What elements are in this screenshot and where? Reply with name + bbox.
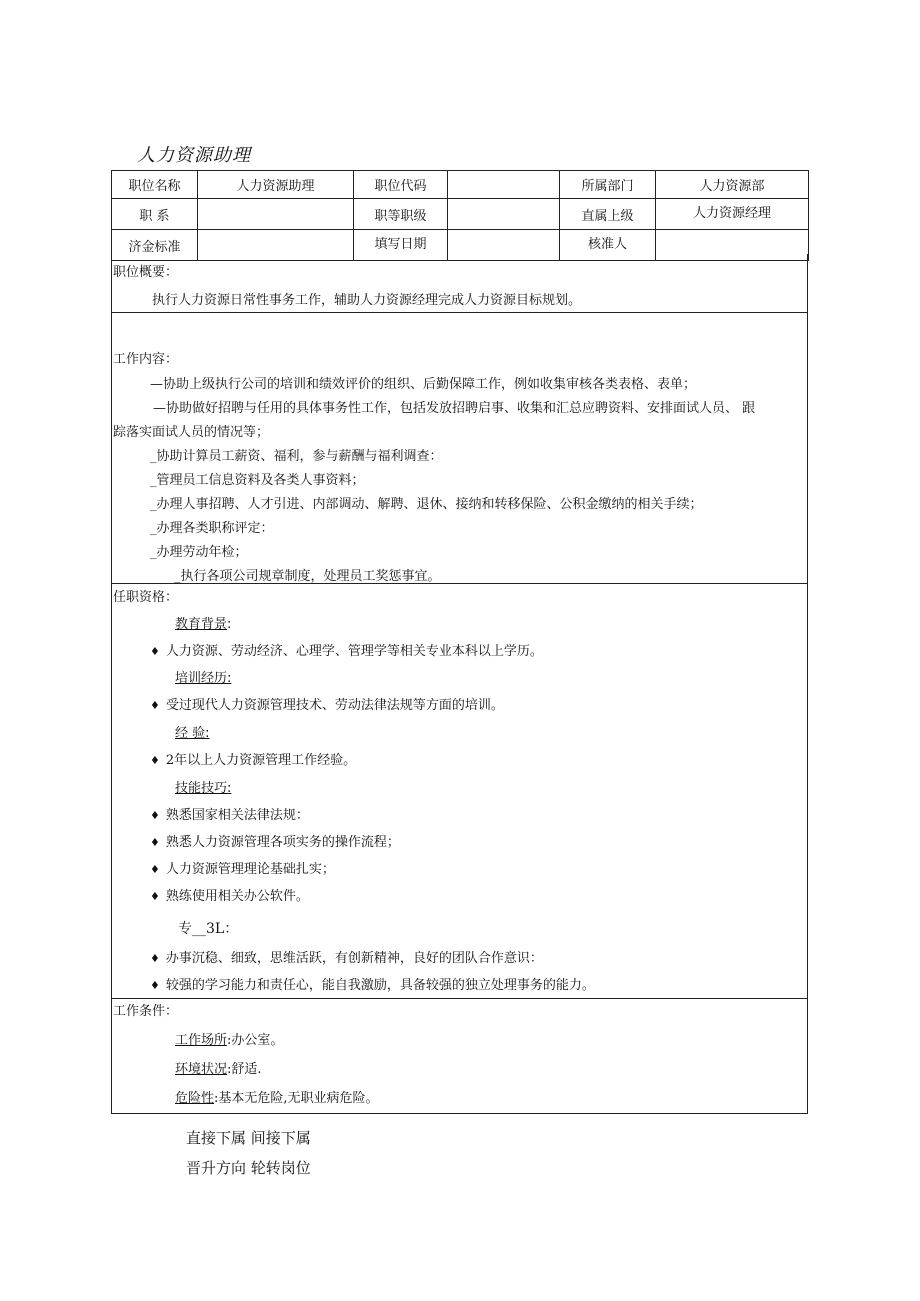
value-direct-superior: 人力资源经理 [656, 199, 809, 230]
work-item: _管理员工信息资料及各类人事资料； [150, 473, 365, 488]
education-item-text: 人力资源、劳动经济、心理学、管理学等相关专业本科以上学历。 [165, 644, 543, 659]
bullet-icon: ♦ [150, 645, 160, 658]
value-job-series [198, 199, 354, 230]
skills-item-text: 熟悉国家相关法律法规： [165, 808, 309, 823]
bullet-icon: ♦ [150, 754, 160, 767]
training-item-text: 受过现代人力资源管理技术、劳动法律法规等方面的培训。 [165, 698, 504, 713]
work-item: 踪落实面试人员的情况等； [113, 425, 270, 440]
header-row [112, 199, 809, 230]
label-grade-level: 职等职级 [354, 199, 448, 230]
label-position-code: 职位代码 [354, 171, 448, 199]
skills-label: 技能技巧: [175, 781, 232, 796]
qualification-heading: 任职资格： [113, 590, 179, 605]
promotion-line: 晋升方向 轮转岗位 [186, 1159, 311, 1177]
environment-line [175, 1058, 262, 1077]
other-label: 专__3L： [178, 921, 239, 937]
conditions-heading: 工作条件： [113, 1004, 179, 1019]
other-item-text: 较强的学习能力和责任心，能自我激励，具备较强的独立处理事务的能力。 [165, 978, 595, 993]
experience-item [150, 749, 356, 768]
bullet-icon: ♦ [150, 836, 160, 849]
skills-item [150, 804, 309, 823]
work-item: —协助做好招聘与任用的具体事务性工作，包括发放招聘启事、收集和汇总应聘资料、安排面试人员、 跟 [153, 401, 756, 416]
risk-line [175, 1087, 379, 1106]
skills-item-text: 熟练使用相关办公软件。 [165, 889, 309, 904]
subordinates-line: 直接下属 间接下属 [186, 1129, 311, 1147]
workplace-value: :办公室。 [227, 1033, 284, 1048]
label-fill-date: 填写日期 [354, 230, 448, 261]
bullet-icon: ♦ [150, 890, 160, 903]
risk-label: 危险性 [175, 1091, 215, 1106]
education-label-colon: : [227, 617, 232, 632]
skills-item [150, 885, 309, 904]
bullet-icon: ♦ [150, 699, 160, 712]
label-job-series: 职 系 [112, 199, 198, 230]
work-item: _办理劳动年检； [150, 545, 248, 560]
work-heading: 工作内容： [113, 352, 179, 367]
education-item [150, 640, 543, 659]
training-item [150, 694, 504, 713]
education-label-text: 教育背景 [175, 617, 228, 632]
skills-item-text: 人力资源管理理论基础扎实； [165, 862, 335, 877]
bullet-icon: ♦ [150, 979, 160, 992]
qualification-section [111, 584, 808, 999]
label-direct-superior: 直属上级 [560, 199, 656, 230]
risk-value: :基本无危险,无职业病危险。 [214, 1091, 379, 1106]
overview-heading: 职位概要： [113, 265, 179, 280]
skills-item-text: 熟悉人力资源管理各项实务的操作流程； [165, 835, 400, 850]
environment-value: :舒适. [227, 1062, 262, 1077]
bullet-icon: ♦ [150, 809, 160, 822]
work-item: —协助上级执行公司的培训和绩效评价的组织、后勤保障工作，例如收集审核各类表格、表单； [150, 377, 697, 392]
environment-label: 环境状况 [175, 1062, 228, 1077]
work-section [111, 313, 808, 584]
work-item: _办理人事招聘、人才引进、内部调动、解聘、退休、接纳和转移保险、公积金缴纳的相关手续； [150, 497, 703, 512]
header-row [112, 171, 809, 199]
workplace-line [175, 1029, 283, 1048]
bullet-icon: ♦ [150, 863, 160, 876]
overview-text: 执行人力资源日常性事务工作，辅助人力资源经理完成人力资源目标规划。 [152, 293, 582, 308]
skills-item [150, 858, 335, 877]
label-position-name: 职位名称 [112, 171, 198, 199]
experience-label: 经 验: [175, 726, 210, 741]
conditions-section [111, 998, 808, 1114]
value-position-code [448, 171, 560, 199]
bullet-icon: ♦ [150, 952, 160, 965]
page-title: 人力资源助理 [137, 145, 251, 166]
label-approver: 核准人 [560, 230, 656, 261]
overview-section [111, 254, 808, 313]
education-label [175, 613, 231, 632]
other-item [150, 974, 595, 993]
workplace-label: 工作场所 [175, 1033, 228, 1048]
work-item: _办理各类职称评定： [150, 521, 274, 536]
value-position-name: 人力资源助理 [198, 171, 354, 199]
value-grade-level [448, 199, 560, 230]
label-salary-standard: 济金标准 [112, 230, 198, 261]
other-item [150, 947, 543, 966]
header-table [111, 170, 809, 261]
skills-item [150, 831, 400, 850]
work-item: _协助计算员工薪资、福利，参与薪酬与福利调查： [150, 449, 443, 464]
experience-item-text: 2年以上人力资源管理工作经验。 [165, 753, 357, 768]
work-item: _执行各项公司规章制度，处理员工奖惩事宜。 [174, 569, 441, 584]
other-item-text: 办事沉稳、细致，思维活跃，有创新精神，良好的团队合作意识： [165, 951, 543, 966]
value-department: 人力资源部 [656, 171, 809, 199]
training-label: 培训经历: [175, 671, 232, 686]
label-department: 所属部门 [560, 171, 656, 199]
